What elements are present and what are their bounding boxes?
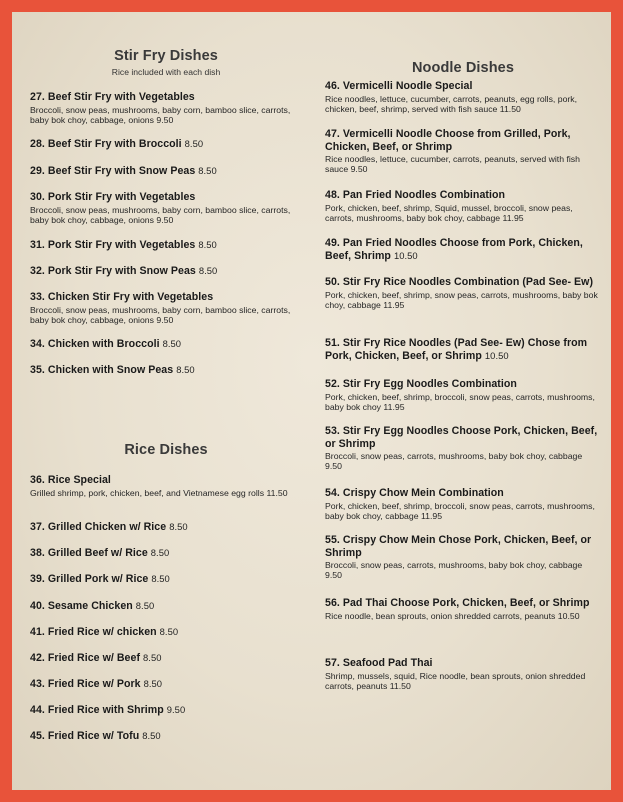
item-name: 37. Grilled Chicken w/ Rice — [30, 521, 167, 533]
item-desc: Broccoli, snow peas, mushrooms, baby corn, bamboo slice, carrots, baby bok choy, cabbage, onions 9.50 — [30, 204, 291, 225]
menu-item — [30, 730, 302, 743]
item-desc: Grilled shrimp, pork, chicken, beef, and Vietnamese egg rolls 11.50 — [30, 487, 288, 498]
item-desc: Pork, chicken, beef, shrimp, broccoli, snow peas, carrots, mushrooms, baby bok choy 11.95 — [325, 391, 595, 412]
menu-item — [30, 521, 302, 534]
menu-item — [30, 547, 302, 560]
item-price: 8.50 — [176, 364, 195, 375]
item-price: 10.50 — [484, 349, 509, 361]
menu-item — [30, 704, 302, 717]
menu-item — [30, 91, 302, 125]
noodle-title: Noodle Dishes — [411, 60, 514, 76]
menu-item — [30, 239, 302, 252]
item-desc: Broccoli, snow peas, mushrooms, baby corn, bamboo slice, carrots, baby bok choy, cabbage, onions 9.50 — [30, 304, 291, 325]
menu-item — [30, 600, 302, 613]
menu-item — [30, 474, 302, 498]
item-name: 28. Beef Stir Fry with Broccoli — [30, 138, 182, 150]
item-name: 51. Stir Fry Rice Noodles (Pad See- Ew) Chose from Pork, Chicken, Beef, or Shrimp — [325, 337, 588, 362]
item-desc: Rice noodles, lettuce, cucumber, carrots, peanuts, served with fish sauce 9.50 — [325, 154, 580, 175]
item-name: 38. Grilled Beef w/ Rice — [30, 547, 148, 559]
menu-item — [30, 165, 302, 178]
stir-fry-subtitle: Rice included with each dish — [111, 67, 221, 77]
menu-item — [30, 652, 302, 665]
item-name: 44. Fried Rice with Shrimp — [30, 704, 164, 716]
item-price: 8.50 — [159, 626, 179, 637]
item-name: 41. Fried Rice w/ chicken — [30, 626, 157, 638]
menu-item — [325, 276, 601, 310]
rice-title: Rice Dishes — [124, 442, 208, 458]
item-price: 8.50 — [198, 239, 217, 250]
item-price: 8.50 — [198, 265, 218, 276]
menu-item — [325, 189, 601, 223]
item-name: 54. Crispy Chow Mein Combination — [325, 487, 504, 499]
item-name: 52. Stir Fry Egg Noodles Combination — [325, 378, 517, 390]
item-name: 27. Beef Stir Fry with Vegetables — [30, 91, 195, 103]
stir-fry-title: Stir Fry Dishes — [114, 48, 218, 64]
item-name: 32. Pork Stir Fry with Snow Peas — [30, 265, 196, 277]
menu-page — [12, 12, 611, 790]
menu-item — [325, 80, 601, 114]
item-name: 53. Stir Fry Egg Noodles Choose Pork, Chicken, Beef, or Shrimp — [325, 425, 598, 450]
item-name: 45. Fried Rice w/ Tofu — [30, 730, 140, 742]
item-name: 48. Pan Fried Noodles Combination — [325, 189, 506, 201]
menu-item — [30, 338, 302, 351]
menu-item — [30, 138, 302, 151]
menu-item — [30, 265, 302, 278]
item-price: 8.50 — [142, 730, 161, 741]
item-name: 29. Beef Stir Fry with Snow Peas — [30, 165, 196, 177]
menu-item — [30, 678, 302, 691]
menu-item — [325, 487, 601, 521]
item-desc: Broccoli, snow peas, carrots, mushrooms, baby bok choy, cabbage 9.50 — [325, 451, 583, 472]
menu-item — [325, 657, 601, 691]
menu-item — [325, 597, 601, 621]
item-name: 43. Fried Rice w/ Pork — [30, 678, 141, 690]
item-name: 31. Pork Stir Fry with Vegetables — [30, 239, 196, 251]
item-name: 55. Crispy Chow Mein Chose Pork, Chicken, Beef, or Shrimp — [325, 534, 592, 559]
item-desc: Rice noodle, bean sprouts, onion shredded carrots, peanuts 10.50 — [325, 610, 580, 621]
item-desc: Pork, chicken, beef, shrimp, snow peas, carrots, mushrooms, baby bok choy, cabbage 11.95 — [325, 289, 598, 310]
menu-item — [325, 337, 601, 362]
item-desc: Broccoli, snow peas, carrots, mushrooms, baby bok choy, cabbage 9.50 — [325, 560, 583, 581]
menu-item — [30, 573, 302, 586]
item-price: 8.50 — [184, 138, 204, 149]
item-price: 8.50 — [143, 678, 163, 689]
item-price: 8.50 — [151, 573, 170, 584]
item-price: 10.50 — [393, 249, 418, 261]
menu-item — [30, 626, 302, 639]
item-name: 40. Sesame Chicken — [30, 600, 133, 612]
menu-item — [325, 378, 601, 412]
item-price: 8.50 — [143, 652, 162, 663]
item-desc: Rice noodles, lettuce, cucumber, carrots, peanuts, egg rolls, pork, chicken, beef, shrimp, served with fish sauce 11.50 — [325, 93, 578, 114]
menu-item — [325, 534, 601, 581]
item-price: 8.50 — [198, 165, 217, 176]
item-name: 56. Pad Thai Choose Pork, Chicken, Beef, or Shrimp — [325, 597, 590, 609]
menu-item — [325, 237, 601, 262]
menu-item — [325, 425, 601, 472]
item-price: 8.50 — [150, 547, 170, 558]
item-name: 35. Chicken with Snow Peas — [30, 364, 174, 376]
menu-item — [325, 128, 601, 175]
item-name: 49. Pan Fried Noodles Choose from Pork, Chicken, Beef, Shrimp — [325, 237, 583, 262]
item-name: 50. Stir Fry Rice Noodles Combination (Pad See- Ew) — [325, 276, 594, 288]
item-desc: Pork, chicken, beef, shrimp, Squid, mussel, broccoli, snow peas, carrots, mushrooms, baby bok choy, cabbage 11.95 — [325, 202, 573, 223]
item-name: 47. Vermicelli Noodle Choose from Grilled, Pork, Chicken, Beef, or Shrimp — [325, 128, 571, 153]
item-name: 46. Vermicelli Noodle Special — [325, 80, 473, 92]
item-name: 42. Fried Rice w/ Beef — [30, 652, 141, 664]
item-name: 57. Seafood Pad Thai — [325, 657, 433, 669]
item-desc: Shrimp, mussels, squid, Rice noodle, bean sprouts, onion shredded carrots, peanuts 11.50 — [325, 670, 586, 691]
item-price: 8.50 — [169, 521, 188, 532]
item-desc: Pork, chicken, beef, shrimp, broccoli, snow peas, carrots, mushrooms, baby bok choy, cabbage 11.95 — [325, 500, 595, 521]
item-price: 8.50 — [162, 338, 182, 349]
item-name: 33. Chicken Stir Fry with Vegetables — [30, 291, 214, 303]
item-desc: Broccoli, snow peas, mushrooms, baby corn, bamboo slice, carrots, baby bok choy, cabbage, onions 9.50 — [30, 104, 291, 125]
menu-item — [30, 364, 302, 377]
menu-item — [30, 291, 302, 325]
item-name: 34. Chicken with Broccoli — [30, 338, 160, 350]
item-price: 8.50 — [135, 600, 155, 611]
item-name: 39. Grilled Pork w/ Rice — [30, 573, 149, 585]
item-name: 30. Pork Stir Fry with Vegetables — [30, 191, 196, 203]
item-price: 9.50 — [166, 704, 186, 715]
item-name: 36. Rice Special — [30, 474, 111, 486]
menu-item — [30, 191, 302, 225]
